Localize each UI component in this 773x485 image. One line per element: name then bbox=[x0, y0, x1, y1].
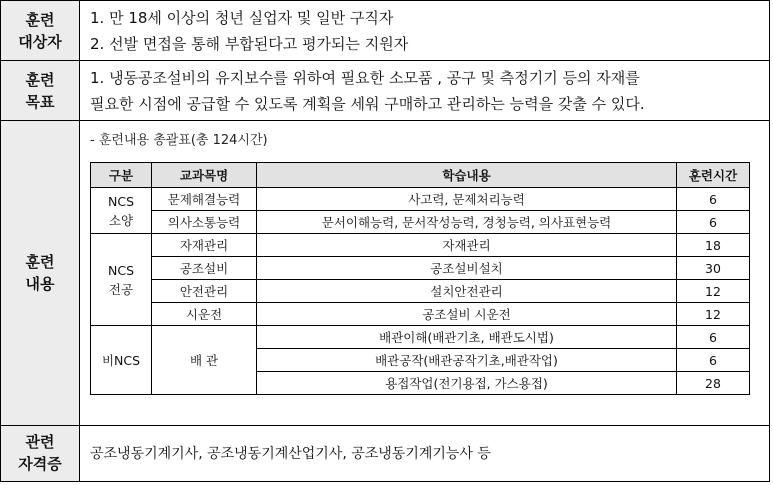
cert-header-line2: 자격증 bbox=[18, 455, 62, 474]
group-label-line: 전공 bbox=[108, 281, 134, 297]
col-hours: 훈련시간 bbox=[677, 163, 750, 188]
group-non-ncs: 비NCS bbox=[91, 326, 152, 395]
col-content: 학습내용 bbox=[257, 163, 677, 188]
curriculum-table bbox=[90, 162, 750, 395]
content-cell: 용접작업(전기용접, 가스용접) bbox=[257, 372, 677, 395]
col-category: 구분 bbox=[91, 163, 152, 188]
goal-body bbox=[80, 61, 770, 121]
hours-cell: 18 bbox=[677, 234, 750, 257]
content-cell: 공조설비 시운전 bbox=[257, 303, 677, 326]
goal-line-1: 1. 냉동공조설비의 유지보수를 위하여 필요한 소모품 , 공구 및 측정기기 등의 자재를 bbox=[90, 68, 640, 87]
hours-cell: 6 bbox=[677, 211, 750, 234]
table-row bbox=[91, 211, 750, 234]
subject-cell: 문제해결능력 bbox=[152, 188, 257, 211]
hours-cell: 12 bbox=[677, 303, 750, 326]
goal-line-2: 필요한 시점에 공급할 수 있도록 계획을 세워 구매하고 관리하는 능력을 갖출 수 있다. bbox=[90, 94, 645, 113]
group-label-line: 소양 bbox=[108, 212, 134, 228]
cert-header bbox=[1, 425, 80, 481]
table-row bbox=[91, 257, 750, 280]
content-header-line2: 내용 bbox=[25, 275, 55, 294]
content-cell: 배관공작(배관공작기초,배관작업) bbox=[257, 349, 677, 372]
cert-body: 공조냉동기계기사, 공조냉동기계산업기사, 공조냉동기계기능사 등 bbox=[80, 425, 770, 481]
hours-cell: 6 bbox=[677, 349, 750, 372]
content-header-line1: 훈련 bbox=[25, 253, 55, 272]
target-row bbox=[1, 1, 770, 61]
target-header-line1: 훈련 bbox=[25, 10, 55, 29]
table-row bbox=[91, 280, 750, 303]
group-label-line: NCS bbox=[107, 193, 134, 209]
hours-cell: 28 bbox=[677, 372, 750, 395]
group-ncs-basic bbox=[91, 188, 152, 234]
subject-cell: 안전관리 bbox=[152, 280, 257, 303]
table-row bbox=[91, 303, 750, 326]
content-cell: 자재관리 bbox=[257, 234, 677, 257]
hours-cell: 6 bbox=[677, 326, 750, 349]
hours-cell: 30 bbox=[677, 257, 750, 280]
goal-row bbox=[1, 61, 770, 121]
group-label-line: NCS bbox=[107, 262, 134, 278]
curriculum-header-row bbox=[91, 163, 750, 188]
target-body bbox=[80, 1, 770, 61]
hours-cell: 6 bbox=[677, 188, 750, 211]
content-body bbox=[80, 121, 770, 426]
target-line-2: 2. 선발 면접을 통해 부합된다고 평가되는 지원자 bbox=[90, 34, 409, 53]
table-row bbox=[91, 234, 750, 257]
content-cell: 사고력, 문제처리능력 bbox=[257, 188, 677, 211]
subject-cell: 공조설비 bbox=[152, 257, 257, 280]
goal-header-line2: 목표 bbox=[25, 92, 55, 111]
subject-cell: 자재관리 bbox=[152, 234, 257, 257]
target-header bbox=[1, 1, 80, 61]
target-header-line2: 대상자 bbox=[18, 32, 62, 51]
content-cell: 문서이해능력, 문서작성능력, 경청능력, 의사표현능력 bbox=[257, 211, 677, 234]
col-subject: 교과목명 bbox=[152, 163, 257, 188]
cert-header-line1: 관련 bbox=[25, 433, 55, 452]
content-header bbox=[1, 121, 80, 426]
content-cell: 배관이해(배관기초, 배관도시법) bbox=[257, 326, 677, 349]
content-cell: 설치안전관리 bbox=[257, 280, 677, 303]
cert-row bbox=[1, 425, 770, 481]
hours-cell: 12 bbox=[677, 280, 750, 303]
table-row bbox=[91, 326, 750, 349]
goal-header bbox=[1, 61, 80, 121]
target-line-1: 1. 만 18세 이상의 청년 실업자 및 일반 구직자 bbox=[90, 8, 394, 27]
content-row bbox=[1, 121, 770, 426]
subject-cell: 배 관 bbox=[152, 326, 257, 395]
content-summary: - 훈련내용 총괄표(총 124시간) bbox=[90, 133, 268, 149]
table-row bbox=[91, 188, 750, 211]
content-cell: 공조설비설치 bbox=[257, 257, 677, 280]
subject-cell: 의사소통능력 bbox=[152, 211, 257, 234]
goal-header-line1: 훈련 bbox=[25, 70, 55, 89]
subject-cell: 시운전 bbox=[152, 303, 257, 326]
group-ncs-major bbox=[91, 234, 152, 326]
